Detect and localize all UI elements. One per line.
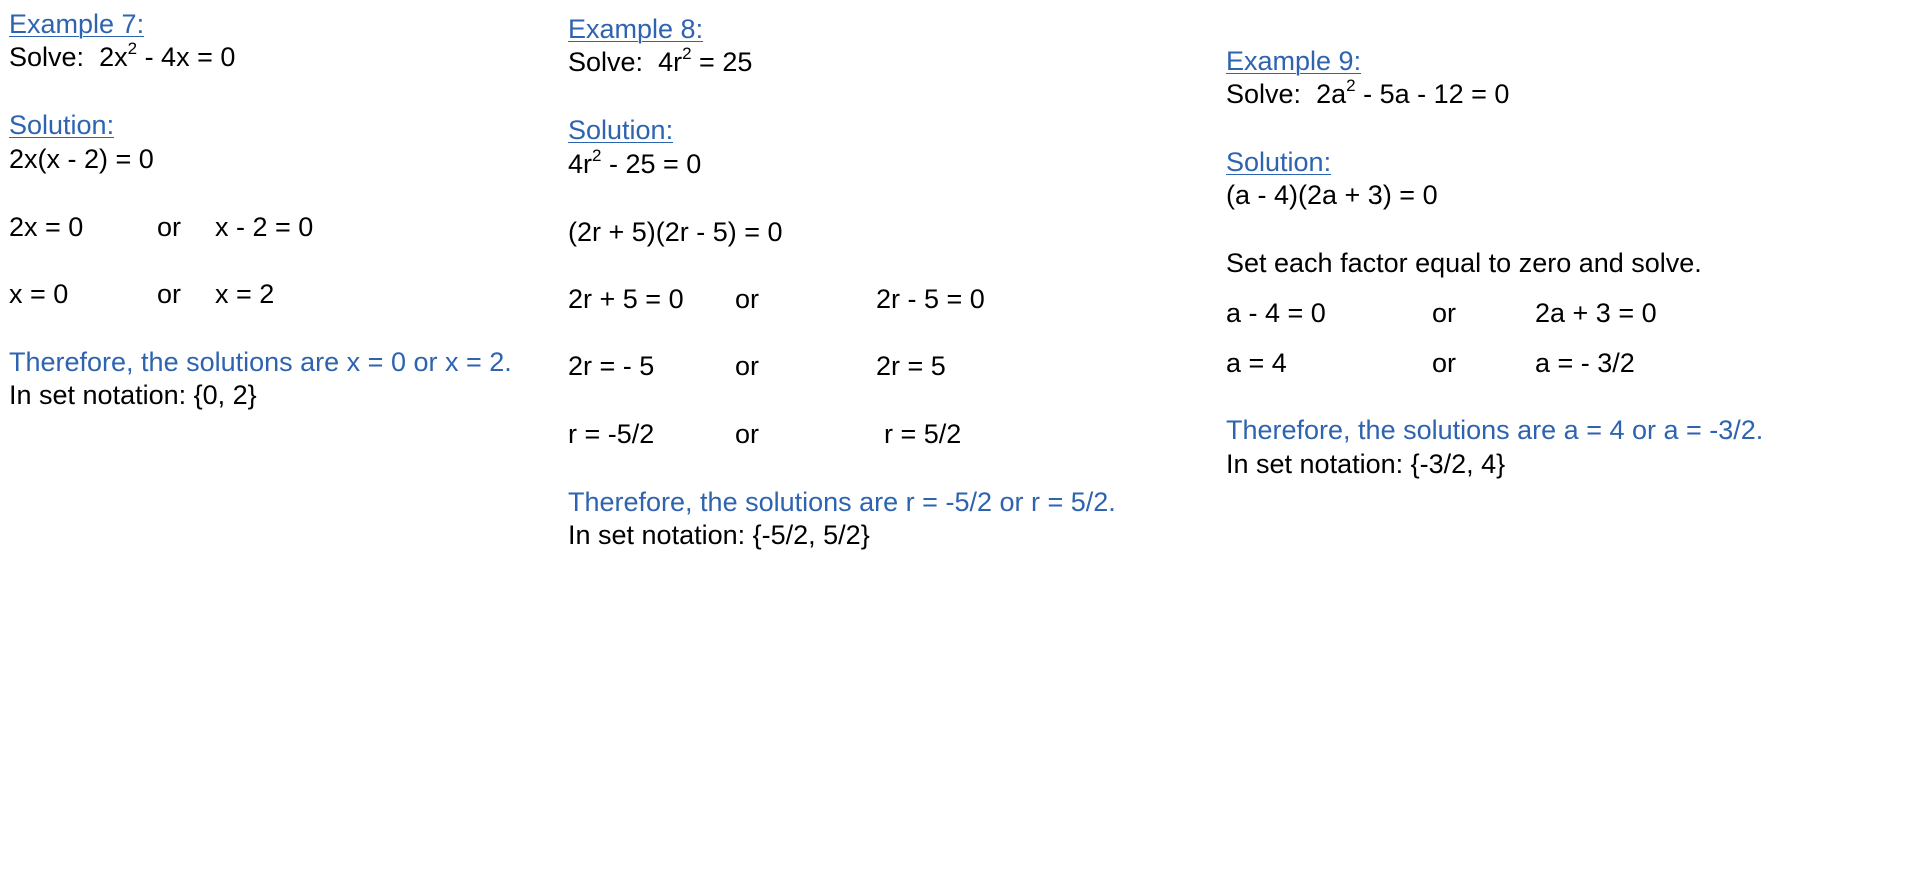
- problem-rest: - 4x = 0: [137, 42, 236, 72]
- example-9-set-notation: In set notation: {-3/2, 4}: [1226, 449, 1506, 479]
- example-7-heading: Example 7:: [9, 9, 145, 39]
- example-9-row1-right: 2a + 3 = 0: [1535, 298, 1657, 328]
- example-8-row1-left: 2r + 5 = 0: [568, 284, 684, 314]
- example-8-row1-right: 2r - 5 = 0: [876, 284, 985, 314]
- solve-label: Solve:: [568, 47, 644, 77]
- example-8-row2-right: 2r = 5: [876, 351, 946, 381]
- example-7-row1-right: x - 2 = 0: [215, 212, 314, 242]
- example-7-row1-or: or: [157, 212, 182, 242]
- problem-base: 2a: [1316, 79, 1347, 109]
- problem-base: 4r: [658, 47, 683, 77]
- example-9-therefore: Therefore, the solutions are a = 4 or a = -3/2.: [1226, 415, 1764, 445]
- example-8-row3-left: r = -5/2: [568, 419, 655, 449]
- example-8-row3-or: or: [735, 419, 760, 449]
- example-7-therefore: Therefore, the solutions are x = 0 or x = 2.: [9, 347, 512, 377]
- example-9-row1-left: a - 4 = 0: [1226, 298, 1326, 328]
- step1-exponent: 2: [592, 146, 602, 165]
- example-9-row2-or: or: [1432, 348, 1457, 378]
- example-9-row2-right: a = - 3/2: [1535, 348, 1635, 378]
- example-9-row1-or: or: [1432, 298, 1457, 328]
- example-8-row1-or: or: [735, 284, 760, 314]
- problem-exponent: 2: [127, 39, 138, 58]
- problem-rest: - 5a - 12 = 0: [1355, 79, 1510, 109]
- problem-rest: = 25: [691, 47, 753, 77]
- example-7-problem: [9, 41, 235, 73]
- solve-label: Solve:: [9, 42, 85, 72]
- example-7-row2-left: x = 0: [9, 279, 69, 309]
- example-8-therefore: Therefore, the solutions are r = -5/2 or r = 5/2.: [568, 487, 1116, 517]
- example-7-solution-heading: Solution:: [9, 110, 115, 140]
- example-9-row2-left: a = 4: [1226, 348, 1287, 378]
- example-8-set-notation: In set notation: {-5/2, 5/2}: [568, 520, 870, 550]
- example-8-problem: [568, 46, 752, 78]
- step1-base: 4r: [568, 149, 593, 179]
- example-9-instruction: Set each factor equal to zero and solve.: [1226, 248, 1702, 278]
- example-8-heading: Example 8:: [568, 14, 704, 44]
- example-9-problem: [1226, 78, 1509, 110]
- example-7-row2-or: or: [157, 279, 182, 309]
- problem-base: 2x: [99, 42, 128, 72]
- example-7-row2-right: x = 2: [215, 279, 275, 309]
- example-8-row2-left: 2r = - 5: [568, 351, 655, 381]
- example-9-step1: (a - 4)(2a + 3) = 0: [1226, 180, 1438, 210]
- example-7-step1: 2x(x - 2) = 0: [9, 144, 154, 174]
- example-8-row2-or: or: [735, 351, 760, 381]
- problem-exponent: 2: [1346, 76, 1356, 95]
- step1-rest: - 25 = 0: [601, 149, 702, 179]
- example-8-solution-heading: Solution:: [568, 115, 674, 145]
- example-8-row3-right: r = 5/2: [884, 419, 962, 449]
- example-7-set-notation: In set notation: {0, 2}: [9, 380, 257, 410]
- example-7-row1-left: 2x = 0: [9, 212, 84, 242]
- example-9-heading: Example 9:: [1226, 46, 1362, 76]
- example-8-step1: [568, 148, 701, 180]
- example-9-solution-heading: Solution:: [1226, 147, 1332, 177]
- solve-label: Solve:: [1226, 79, 1302, 109]
- problem-exponent: 2: [682, 44, 692, 63]
- example-8-step2: (2r + 5)(2r - 5) = 0: [568, 217, 783, 247]
